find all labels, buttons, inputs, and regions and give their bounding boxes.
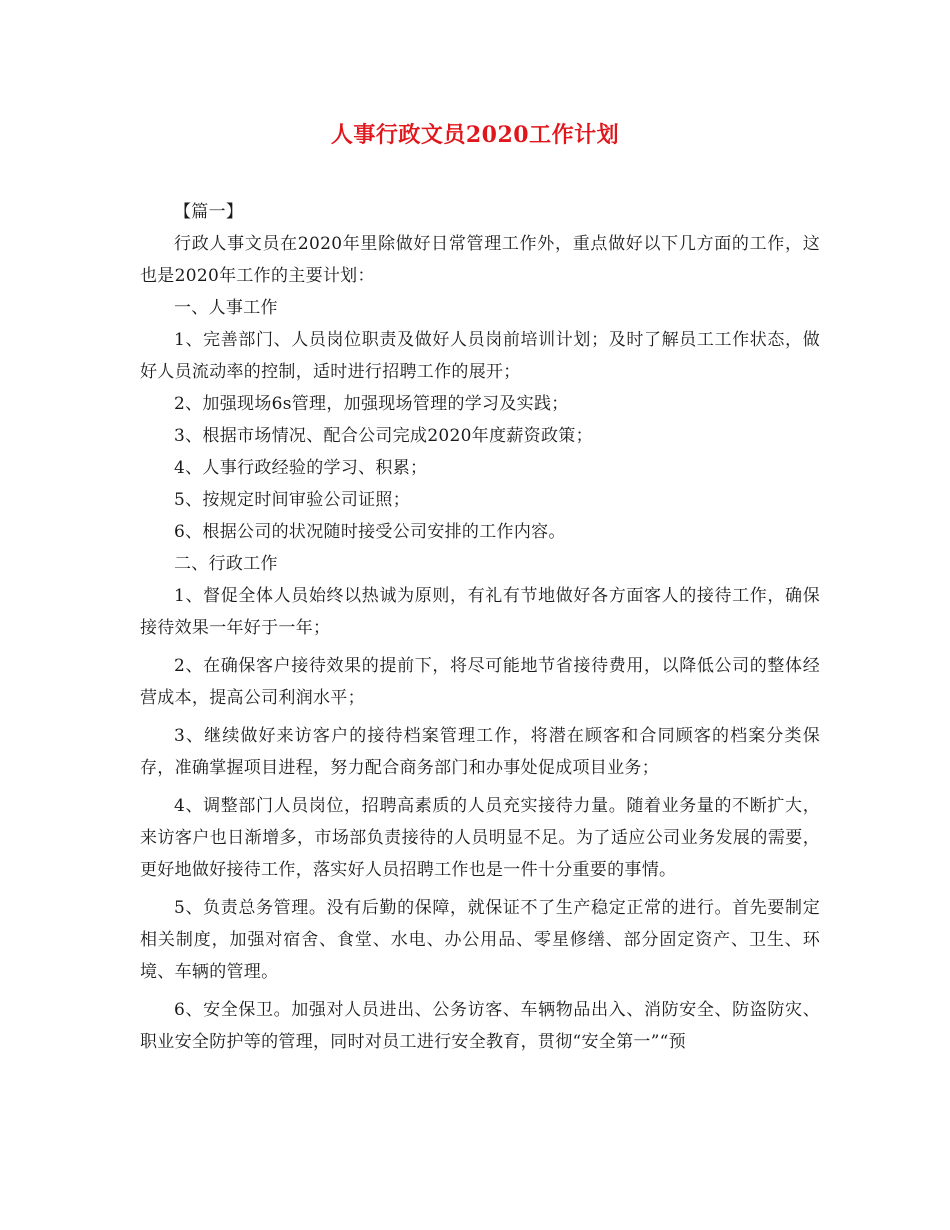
document-title: 人事行政文员2020工作计划 — [330, 122, 620, 148]
admin-item-3: 3、继续做好来访客户的接待档案管理工作，将潜在顾客和合同顾客的档案分类保存，准确掌握项目进程，努力配合商务部门和办事处促成项目业务； — [140, 726, 820, 778]
admin-item-4: 4、调整部门人员岗位，招聘高素质的人员充实接待力量。随着业务量的不断扩大，来访客户也日渐增多，市场部负责接待的人员明显不足。为了适应公司业务发展的需要，更好地做好接待工作，落实好人员招聘工作也是一件十分重要的事情。 — [140, 796, 820, 880]
section-heading-personnel: 一、人事工作 — [174, 298, 278, 318]
intro-paragraph: 行政人事文员在2020年里除做好日常管理工作外，重点做好以下几方面的工作，这也是2020年工作的主要计划： — [140, 234, 820, 286]
personnel-item-1: 1、完善部门、人员岗位职责及做好人员岗前培训计划；及时了解员工工作状态，做好人员流动率的控制，适时进行招聘工作的展开； — [140, 330, 820, 382]
personnel-item-5: 5、按规定时间审验公司证照； — [174, 490, 411, 510]
section-label: 【篇一】 — [174, 202, 244, 222]
document-body — [140, 196, 820, 1058]
personnel-item-3: 3、根据市场情况、配合公司完成2020年度薪资政策； — [174, 426, 593, 446]
section-heading-admin: 二、行政工作 — [174, 554, 278, 574]
personnel-item-2: 2、加强现场6s管理，加强现场管理的学习及实践； — [174, 394, 569, 414]
admin-item-1: 1、督促全体人员始终以热诚为原则，有礼有节地做好各方面客人的接待工作，确保接待效果一年好于一年； — [140, 586, 820, 638]
admin-item-6: 6、安全保卫。加强对人员进出、公务访客、车辆物品出入、消防安全、防盗防灾、职业安全防护等的管理，同时对员工进行安全教育，贯彻“安全第一”“预 — [140, 1000, 820, 1052]
personnel-item-4: 4、人事行政经验的学习、积累； — [174, 458, 428, 478]
admin-item-5: 5、负责总务管理。没有后勤的保障，就保证不了生产稳定正常的进行。首先要制定相关制度，加强对宿舍、食堂、水电、办公用品、零星修缮、部分固定资产、卫生、环境、车辆的管理。 — [140, 898, 820, 982]
admin-item-2: 2、在确保客户接待效果的提前下，将尽可能地节省接待费用，以降低公司的整体经营成本，提高公司利润水平； — [140, 656, 820, 708]
personnel-item-6: 6、根据公司的状况随时接受公司安排的工作内容。 — [174, 522, 566, 542]
